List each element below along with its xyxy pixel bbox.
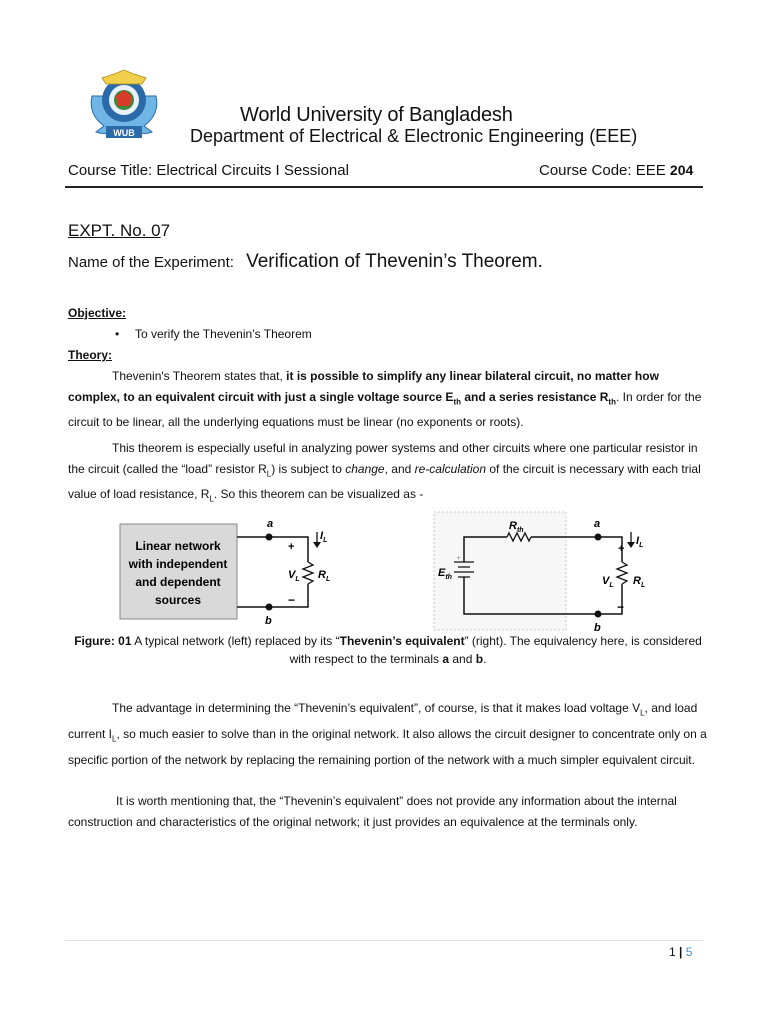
p2-italic-change: change (345, 461, 385, 476)
caption-end: . (483, 652, 487, 666)
terminal-a-right: a (594, 518, 601, 530)
plus-right: + (618, 543, 625, 555)
p4-text: It is worth mentioning that, the “Thevenin’s equivalent” does not provide any information about the internal construction and characteristics of the original network; it just provides an equivalence at the terminals only. (68, 794, 677, 829)
page-number (669, 945, 692, 959)
university-logo (86, 66, 162, 148)
course-code-label: Course Code: EEE (539, 162, 666, 179)
terminal-a-left: a (267, 518, 274, 530)
original-network-diagram (120, 518, 330, 627)
rl-right: $R_L$ (633, 575, 646, 589)
objective-heading: Objective: (68, 306, 127, 320)
experiment-number (68, 221, 170, 241)
p1-sub-rth: th (608, 396, 616, 406)
p1-sub-eth: th (453, 396, 461, 406)
il-right: $I_L$ (636, 535, 644, 549)
p1-text-d: . In order for the circuit to be linear, all the underlying equations must be linear (no exponents or roots). (68, 389, 702, 430)
minus-left: − (288, 593, 296, 607)
plus-left: + (288, 541, 295, 553)
caption-text-b: ” (right). The equivalency here, is considered with respect to the terminals (289, 634, 702, 666)
total-pages: 5 (685, 945, 693, 959)
p2-sub-d: L (209, 494, 214, 504)
box-line-4: sources (154, 593, 202, 607)
minus-right: − (617, 600, 625, 614)
p3-sub-a: L (640, 708, 645, 718)
theory-heading: Theory: (68, 348, 113, 362)
footer-divider (65, 940, 703, 941)
body-paragraph-3 (68, 698, 708, 770)
course-title-label: Course Title: (68, 162, 153, 179)
caption-label: Figure: 01 (74, 634, 132, 648)
rl-left: $R_L$ (318, 569, 331, 583)
caption-text-a: A typical network (left) replaced by its “ (131, 634, 340, 648)
box-line-2: with independent (128, 557, 228, 571)
objective-item-text: To verify the Thevenin’s Theorem (135, 327, 312, 341)
bullet-icon: • (115, 327, 120, 341)
p2-italic-recalc: re-calculation (414, 461, 487, 476)
p2-sub-a: L (266, 468, 272, 478)
p1-text-bold-a: it is possible to simplify any linear bilateral circuit, no matter how complex, to an equivalent circuit with just a single voltage source E (68, 369, 659, 404)
course-title (68, 162, 349, 179)
p3-text-a: The advantage in determining the “Thevenin’s equivalent”, of course, is that it makes load voltage V (112, 701, 641, 715)
box-line-3: and dependent (135, 575, 221, 589)
p1-text-a: Thevenin's Theorem states that, (112, 369, 287, 383)
eth-label: $E_{th}$ (438, 567, 452, 581)
caption-and: and (449, 652, 476, 666)
caption-bold-term: Thevenin’s equivalent (339, 634, 465, 648)
vl-left: $V_L$ (288, 569, 300, 583)
objective-item (115, 327, 312, 341)
experiment-name (68, 251, 543, 273)
p2-text-e: . So this theorem can be visualized as - (213, 487, 424, 502)
p3-sub-b: L (112, 734, 117, 744)
university-name: World University of Bangladesh (240, 104, 513, 126)
experiment-name-label: Name of the Experiment: (68, 254, 234, 271)
p2-text-b: ) is subject to (271, 461, 346, 476)
theory-paragraph-1 (68, 366, 708, 433)
experiment-number-label: EXPT. No. 0 (68, 221, 161, 240)
page-separator: | (679, 945, 683, 959)
equivalent-box (434, 512, 566, 630)
logo-text: WUB (113, 128, 135, 138)
course-title-value: Electrical Circuits I Sessional (156, 162, 349, 179)
terminal-b-right: b (594, 622, 601, 634)
p2-text-d: of the circuit is necessary with each trial value of load resistance, R (68, 461, 701, 502)
current-page: 1 (669, 945, 676, 959)
header-divider (65, 186, 703, 188)
box-line-1: Linear network (135, 539, 221, 553)
course-code (539, 162, 693, 179)
experiment-number-digit: 7 (160, 221, 171, 240)
caption-terminal-a: a (442, 652, 450, 666)
course-code-number: 204 (669, 162, 694, 178)
il-left: $I_L$ (320, 530, 328, 544)
experiment-title: Verification of Thevenin’s Theorem. (246, 251, 543, 272)
figure-caption (68, 632, 708, 668)
p1-text-bold-b: and a series resistance R (461, 389, 609, 404)
department-name: Department of Electrical & Electronic Engineering (EEE) (190, 126, 638, 146)
body-paragraph-4 (68, 791, 708, 832)
p2-text-a: This theorem is especially useful in analyzing power systems and other circuits where one particular resistor in the circuit (called the “load” resistor R (68, 441, 698, 476)
rth-label: $R_{th}$ (509, 520, 524, 534)
vl-right: $V_L$ (602, 575, 614, 589)
caption-terminal-b: b (475, 652, 484, 666)
thevenin-figure (112, 504, 672, 634)
p3-text-b: , and load current I (68, 701, 698, 741)
svg-text:+: + (457, 556, 461, 562)
p2-text-c: , and (384, 461, 415, 476)
p3-text-c: , so much easier to solve than in the original network. It also allows the circuit designer to concentrate only on a specific portion of the network by replacing the remaining portion of the network with a much simpler equivalent circuit. (68, 726, 707, 767)
theory-paragraph-2 (68, 438, 708, 510)
terminal-b-left: b (265, 615, 272, 627)
thevenin-equivalent-diagram (434, 512, 645, 634)
